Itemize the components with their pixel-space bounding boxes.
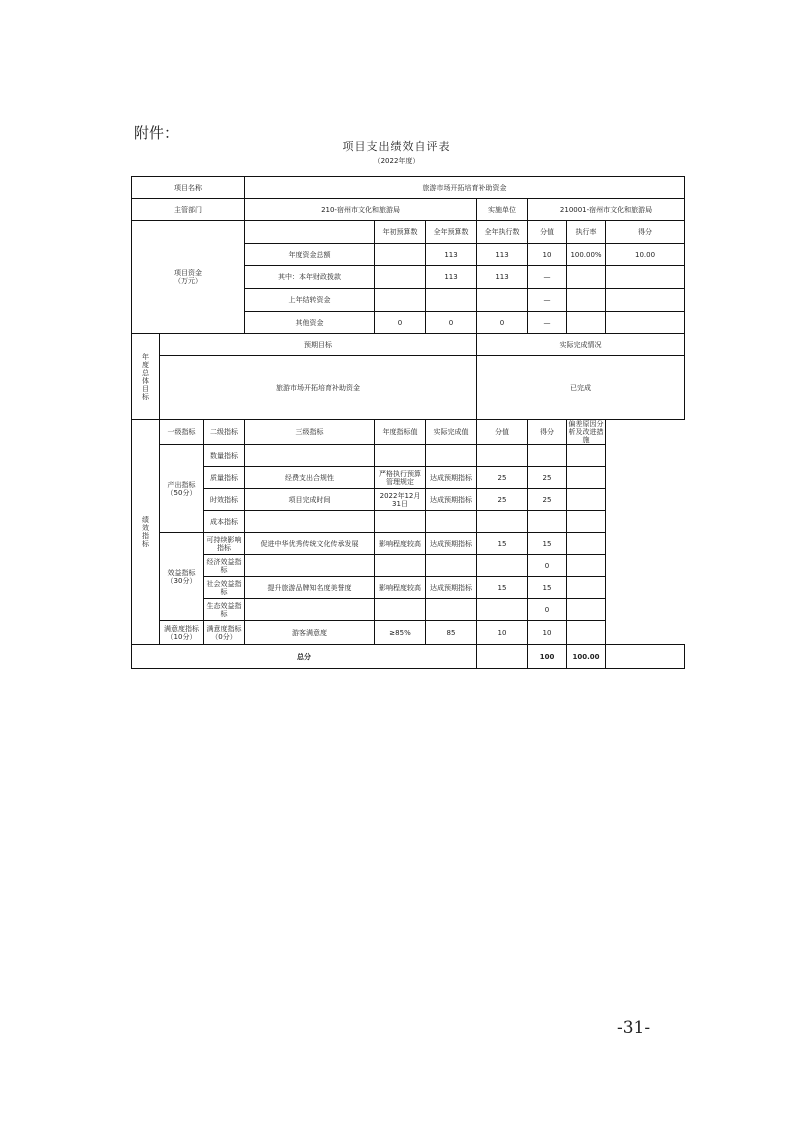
indicator-score: 25: [528, 489, 567, 511]
indicator-actual: 85: [426, 621, 477, 645]
indicator-header-value: 分值: [477, 420, 528, 445]
indicator-note: [567, 511, 606, 533]
actual-header: 实际完成情况: [477, 334, 685, 356]
funds-header-initial: 年初预算数: [375, 221, 426, 244]
indicator-target: 影响程度较高: [375, 533, 426, 555]
indicator-target: 严格执行预算管理规定: [375, 467, 426, 489]
attachment-label: 附件：: [134, 124, 180, 142]
funds-row-score-value: —: [528, 266, 567, 289]
funds-row-budget: 113: [426, 266, 477, 289]
funds-row-rate: [567, 266, 606, 289]
indicator-actual: [426, 511, 477, 533]
department-row: [132, 199, 685, 221]
overall-header-row: [132, 334, 685, 356]
indicator-value: 15: [477, 533, 528, 555]
indicator-level3: 经费支出合规性: [245, 467, 375, 489]
indicator-header-level2: 二级指标: [204, 420, 245, 445]
page-number: -31-: [617, 1018, 651, 1038]
indicator-level2: 数量指标: [204, 445, 245, 467]
indicator-value: [477, 599, 528, 621]
indicator-actual: 达成预期指标: [426, 467, 477, 489]
indicator-note: [567, 555, 606, 577]
indicator-level3: 提升旅游品牌知名度美誉度: [245, 577, 375, 599]
funds-row-initial: [375, 289, 426, 312]
indicator-score: [528, 511, 567, 533]
indicator-target: 影响程度较高: [375, 577, 426, 599]
funds-row-score-value: —: [528, 289, 567, 312]
indicator-level3: [245, 599, 375, 621]
funds-row-budget: 113: [426, 244, 477, 266]
page-year: （2022年度）: [373, 157, 420, 165]
total-note: [606, 645, 685, 669]
indicator-note: [567, 621, 606, 645]
project-name-row: [132, 177, 685, 199]
indicator-row: [132, 555, 685, 577]
project-name-label: 项目名称: [132, 177, 245, 199]
indicator-actual: 达成预期指标: [426, 489, 477, 511]
indicator-row: [132, 599, 685, 621]
indicator-value: 10: [477, 621, 528, 645]
indicator-row: [132, 445, 685, 467]
total-value: 100: [528, 645, 567, 669]
indicator-actual: 达成预期指标: [426, 577, 477, 599]
indicator-note: [567, 599, 606, 621]
indicator-header-target: 年度指标值: [375, 420, 426, 445]
group-label: 产出指标 （50分）: [160, 445, 204, 533]
indicator-value: [477, 511, 528, 533]
indicator-actual: [426, 599, 477, 621]
indicator-target: [375, 511, 426, 533]
indicator-header-row: [132, 420, 685, 445]
indicator-level2: 成本指标: [204, 511, 245, 533]
indicator-header-actual: 实际完成值: [426, 420, 477, 445]
funds-row-initial: [375, 266, 426, 289]
funds-row-score: [606, 312, 685, 334]
indicator-value: 25: [477, 489, 528, 511]
indicator-header-score: 得分: [528, 420, 567, 445]
indicator-row: [132, 511, 685, 533]
funds-row-budget: [426, 289, 477, 312]
project-name-value: 旅游市场开拓培育补助资金: [245, 177, 685, 199]
unit-label: 实施单位: [477, 199, 528, 221]
indicator-value: [477, 445, 528, 467]
indicator-target: [375, 599, 426, 621]
indicator-row: [132, 621, 685, 645]
dept-value: 210-宿州市文化和旅游局: [245, 199, 477, 221]
indicator-value: 25: [477, 467, 528, 489]
funds-header-row: [132, 221, 685, 244]
funds-row-executed: [477, 289, 528, 312]
indicator-score: 25: [528, 467, 567, 489]
funds-header-score-value: 分值: [528, 221, 567, 244]
indicator-target: 2022年12月31日: [375, 489, 426, 511]
indicator-score: 15: [528, 577, 567, 599]
indicator-header-level1: 一级指标: [160, 420, 204, 445]
funds-row-score-value: —: [528, 312, 567, 334]
indicator-header-note: 偏差原因分析及改进措施: [568, 420, 604, 444]
funds-label: 项目资金 （万元）: [132, 221, 245, 334]
indicator-score: 0: [528, 599, 567, 621]
funds-row-executed: 113: [477, 266, 528, 289]
funds-row-label: 年度资金总额: [245, 244, 375, 266]
indicator-note: [567, 533, 606, 555]
total-row: [132, 645, 685, 669]
evaluation-table: [131, 176, 685, 669]
funds-header-rate: 执行率: [567, 221, 606, 244]
indicators-label: 绩 效 指 标: [132, 420, 160, 645]
indicator-note: [567, 467, 606, 489]
funds-header-blank: [245, 221, 375, 244]
indicator-row: [132, 533, 685, 555]
indicator-actual: 达成预期指标: [426, 533, 477, 555]
total-label: 总分: [132, 645, 477, 669]
indicator-note: [567, 489, 606, 511]
indicator-level3: 游客满意度: [245, 621, 375, 645]
funds-row-rate: [567, 289, 606, 312]
funds-row-score: [606, 266, 685, 289]
funds-row-rate: 100.00%: [567, 244, 606, 266]
funds-row-initial: 0: [375, 312, 426, 334]
funds-header-executed: 全年执行数: [477, 221, 528, 244]
indicator-row: [132, 489, 685, 511]
indicator-level2: 质量指标: [204, 467, 245, 489]
indicator-target: [375, 555, 426, 577]
funds-row-rate: [567, 312, 606, 334]
funds-row-label: 其中：本年财政拨款: [245, 266, 375, 289]
funds-row-score-value: 10: [528, 244, 567, 266]
funds-row-label: 上年结转资金: [245, 289, 375, 312]
indicator-level2: 可持续影响指标: [204, 533, 245, 555]
funds-row-score: 10.00: [606, 244, 685, 266]
indicator-target: ≥85%: [375, 621, 426, 645]
unit-value: 210001-宿州市文化和旅游局: [528, 199, 685, 221]
group-label: 满意度指标 （10分）: [160, 621, 204, 645]
indicator-level2: 生态效益指标: [204, 599, 245, 621]
page-title: 项目支出绩效自评表: [342, 140, 451, 153]
indicator-value: 15: [477, 577, 528, 599]
funds-row-executed: 0: [477, 312, 528, 334]
indicator-actual: [426, 445, 477, 467]
indicator-level3: [245, 445, 375, 467]
indicator-score: [528, 445, 567, 467]
indicator-note: [567, 445, 606, 467]
indicator-level2: 满意度指标（0分）: [204, 621, 245, 645]
indicator-level3: 促进中华优秀传统文化传承发展: [245, 533, 375, 555]
indicator-score: 10: [528, 621, 567, 645]
dept-label: 主管部门: [132, 199, 245, 221]
indicator-level3: [245, 555, 375, 577]
total-blank: [477, 645, 528, 669]
indicator-score: 15: [528, 533, 567, 555]
indicator-row: [132, 577, 685, 599]
indicator-actual: [426, 555, 477, 577]
funds-row-budget: 0: [426, 312, 477, 334]
funds-row-score: [606, 289, 685, 312]
indicator-level2: 经济效益指标: [204, 555, 245, 577]
indicator-row: [132, 467, 685, 489]
overall-row: [132, 356, 685, 420]
indicator-note: [567, 577, 606, 599]
indicator-level3: 项目完成时间: [245, 489, 375, 511]
group-label: 效益指标 （30分）: [160, 533, 204, 621]
funds-header-budget: 全年预算数: [426, 221, 477, 244]
indicator-score: 0: [528, 555, 567, 577]
expected-value: 旅游市场开拓培育补助资金: [160, 356, 477, 420]
indicator-header-level3: 三级指标: [245, 420, 375, 445]
indicator-level2: 时效指标: [204, 489, 245, 511]
overall-label: 年 度 总 体 目 标: [132, 334, 160, 420]
expected-header: 预期目标: [160, 334, 477, 356]
indicator-level3: [245, 511, 375, 533]
funds-header-score: 得分: [606, 221, 685, 244]
indicator-level2: 社会效益指标: [204, 577, 245, 599]
funds-row-executed: 113: [477, 244, 528, 266]
funds-row-initial: [375, 244, 426, 266]
indicator-target: [375, 445, 426, 467]
funds-row-label: 其他资金: [245, 312, 375, 334]
indicator-value: [477, 555, 528, 577]
actual-value: 已完成: [477, 356, 685, 420]
total-score: 100.00: [567, 645, 606, 669]
